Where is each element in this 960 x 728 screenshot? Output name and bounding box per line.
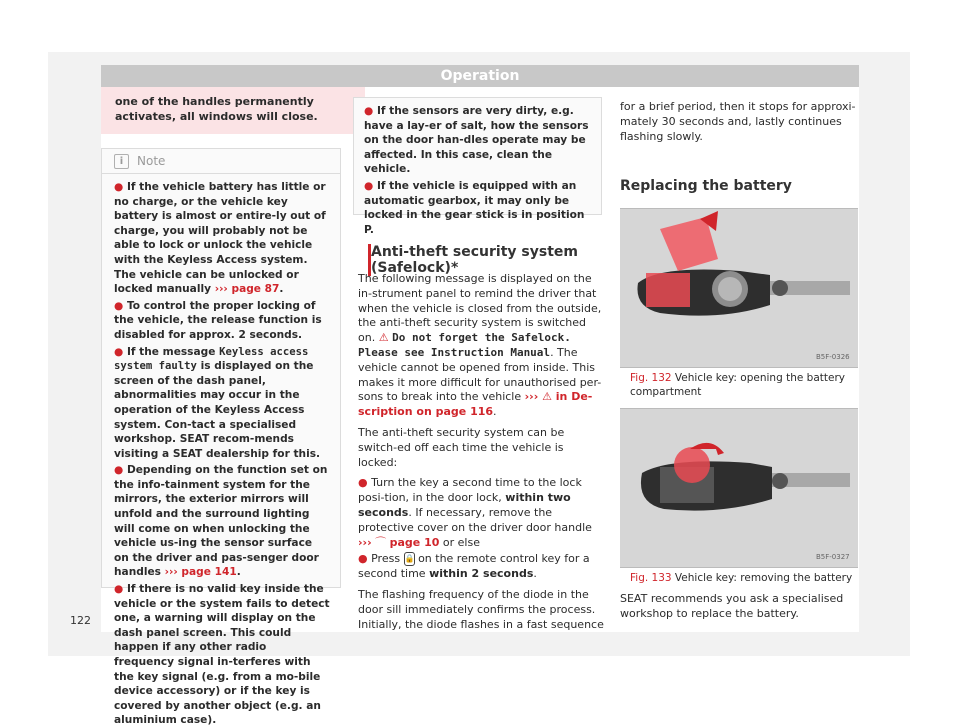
note-item: ● To control the proper locking of the vehicle, the release function is disabled for approx. 2 seconds. [114,299,322,341]
page-link[interactable]: ››› [358,535,372,549]
key-battery-remove-image [620,408,858,568]
door-handle-icon: ⌒ [375,535,387,549]
list-item: ● Press 🔒 on the remote control key for a second time within 2 seconds. [358,552,590,581]
note-body [102,174,340,728]
warning-box-tail: one of the handles permanently activates, all windows will close. [101,87,365,134]
note-header [102,149,340,174]
page-link[interactable]: ››› ⚠ in De-scription on page 116 [358,390,593,419]
section-header: Operation [101,65,859,87]
key-illustration [620,209,858,367]
note-item: ● Depending on the function set on the info-tainment system for the mirrors, the exterior mirrors will unfold and the surround lighting will come on when unlocking the vehicle us-ing the sensor surface on the driver and pas-senger door handles ››› page 141. [114,464,328,579]
heading-anti-theft: Anti-theft security system (Safelock)* [368,244,603,276]
note-box-continued [353,97,602,236]
note-item: ● If the vehicle battery has little or no charge, or the vehicle key battery is almost or entire-ly out of charge, you will probably not be able to lock or unlock the vehicle with the Keyless Access system. The vehicle can be unlocked or locked manually ››› page 87. [114,181,326,296]
figure-code: B5F-0327 [816,553,850,561]
page-link[interactable]: ››› page 141 [164,566,237,579]
info-icon: i [114,154,129,169]
note-item: ● If the message Keyless access system faulty is displayed on the screen of the dash panel, abnormalities may occur in the operation of the Keyless Access system. Con-tact a specialised workshop. SEAT recom-mends visiting a SEAT dealership for this. [114,345,321,460]
note-box [101,148,341,727]
display-message: Do not forget the Safelock. Please see Instruction Manual [358,331,571,359]
heading-replacing-battery: Replacing the battery [620,178,792,194]
figure-code: B5F-0326 [816,353,850,361]
note-item: ● If the vehicle is equipped with an automatic gearbox, it may only be locked in the gear stick is in position P. [364,179,585,236]
paragraph: The anti-theft security system can be switch-ed off each time the vehicle is locked: [358,425,565,469]
page-link[interactable]: ››› page 87 [214,283,280,296]
figure-132 [620,208,858,399]
anti-theft-text [358,272,604,632]
note-item: ● If the sensors are very dirty, e.g. have a lay-er of salt, how the sensors on the door han-dles operate may be affected. In this case, clean the vehicle. [364,105,589,176]
paragraph: SEAT recommends you ask a specialised workshop to replace the battery. [620,592,844,620]
page-number: 122 [70,614,91,627]
figure-caption: Fig. 133 Vehicle key: removing the battery [630,572,853,584]
figure-133 [620,408,858,586]
key-battery-open-image [620,208,858,368]
display-message: Keyless access system faulty [114,345,309,373]
figure-caption: Fig. 132 Vehicle key: opening the battery compartment [630,372,845,398]
paragraph: for a brief period, then it stops for approxi-mately 30 seconds and, lastly continues flashing slowly. [620,100,856,143]
lock-key-button-icon: 🔒 [404,552,415,566]
note-item: ● If there is no valid key inside the vehicle or the system fails to detect one, a warning will display on the dash panel screen. This could happen if any other radio frequency signal in-terferes with the key signal (e.g. from a mo-bile device accessory) or if the key is covered by another object (e.g. an aluminium case). [114,583,330,727]
paragraph: The following message is displayed on the in-strument panel to remind the driver that when the vehicle is closed from the outside, the anti-theft security system is switched on. ⚠ Do not forget the Safelock. Please see Instruction Manual. The vehicle cannot be opened from inside. This makes it more difficult for unauthorised per-sons to break into the vehicle ››› ⚠ in De-scription on page 116. [358,272,602,419]
list-item: ● Turn the key a second time to the lock posi-tion, in the door lock, within two seconds. If necessary, remove the protective cover on the driver door handle ››› ⌒ page 10 or else [358,476,592,549]
paragraph: The flashing frequency of the diode in the door sill immediately confirms the process. Initially, the diode flashes in a fast sequence [358,587,604,631]
note-title: Note [137,154,166,168]
key-illustration [620,409,858,567]
page-link[interactable]: page 10 [389,535,440,549]
